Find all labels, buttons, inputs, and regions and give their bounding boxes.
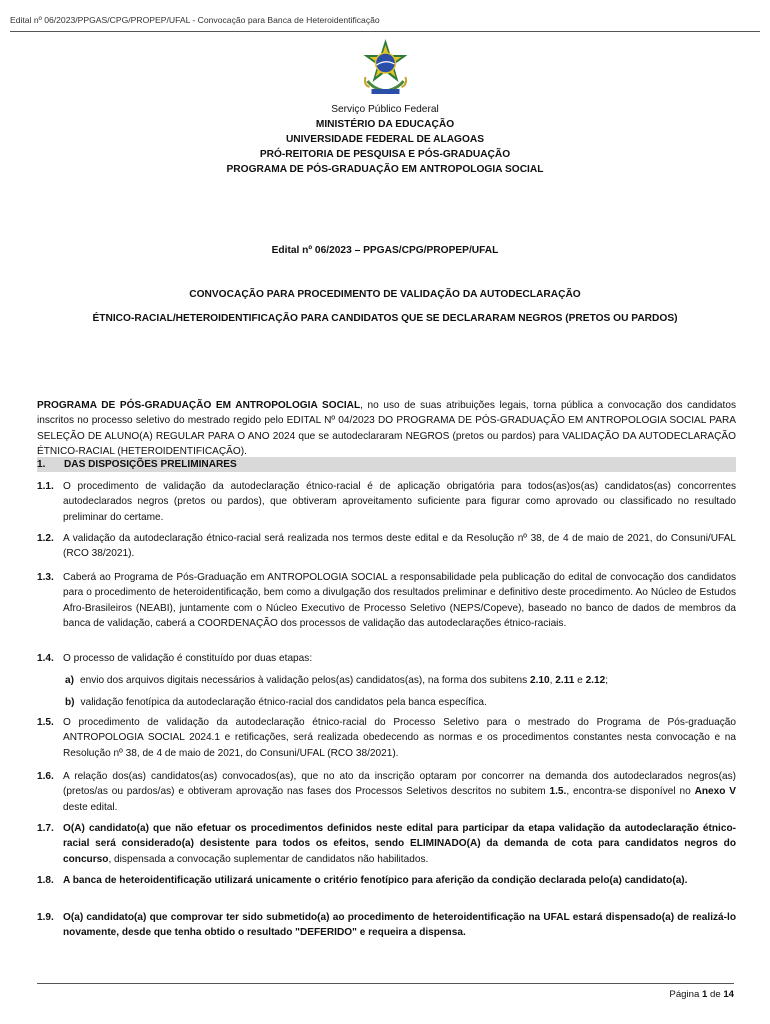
item-text: A validação da autodeclaração étnico-racial será realizada nos termos deste edital e da Resolução nº 38, de 4 de maio de 2021, do Consuni/UFAL (RCO 38/2021).	[63, 533, 736, 560]
item-text: O procedimento de validação da autodeclaração étnico-racial é de aplicação obrigatória para todos(as)os(as) candidatos(as) concorrentes autodeclarados negros (pretos ou pardos), que obtiveram aproveitamento suficiente para figurar como aprovado ou classificado no resultado preliminar do certame.	[63, 481, 736, 523]
section-title: DAS DISPOSIÇÕES PRELIMINARES	[64, 459, 237, 470]
item-text-bold: O(A) candidato(a) que não efetuar os procedimentos definidos neste edital para participar da etapa validação da autodeclaração étnico-racial será considerado(a) desistente para todos os efeitos, sendo ELIMINADO(A) da demanda de cota para candidatos negros do concurso	[63, 823, 736, 865]
item-1-7	[37, 821, 736, 867]
subject-line-1: CONVOCAÇÃO PARA PROCEDIMENTO DE VALIDAÇÃO DA AUTODECLARAÇÃO	[189, 289, 581, 300]
item-number: 1.3.	[37, 572, 54, 583]
subitem-letter: a)	[65, 675, 74, 686]
section-number: 1.	[37, 459, 46, 470]
edital-title: Edital nº 06/2023 – PPGAS/CPG/PROPEP/UFAL	[271, 245, 499, 256]
item-number: 1.2.	[37, 533, 54, 544]
item-text: O processo de validação é constituído por duas etapas:	[63, 653, 313, 664]
item-number: 1.5.	[37, 717, 54, 728]
item-1-5	[37, 715, 736, 761]
item-text: A banca de heteroidentificação utilizará unicamente o critério fenotípico para aferição da condição declarada pelo(a) candidato(a).	[63, 875, 688, 886]
item-1-2	[37, 531, 736, 562]
page-label: Página	[669, 989, 700, 1000]
coat-of-arms-icon	[355, 37, 416, 97]
item-text	[63, 769, 736, 815]
item-1-1	[37, 479, 736, 525]
item-text-part: , dispensada a convocação suplementar de candidatos não habilitados.	[108, 853, 429, 865]
item-text-part: deste edital.	[63, 801, 118, 813]
item-number: 1.7.	[37, 823, 54, 834]
total-pages: 14	[723, 989, 734, 1000]
subject-line-2: ÉTNICO-RACIAL/HETEROIDENTIFICAÇÃO PARA CANDIDATOS QUE SE DECLARARAM NEGROS (PRETOS OU PARDOS)	[92, 313, 678, 324]
item-number: 1.1.	[37, 481, 54, 492]
subitem-letter: b)	[65, 697, 75, 708]
item-number: 1.4.	[37, 653, 54, 664]
item-number: 1.8.	[37, 875, 54, 886]
item-number: 1.6.	[37, 771, 54, 782]
rectory-line: PRÓ-REITORIA DE PESQUISA E PÓS-GRADUAÇÃO	[259, 149, 511, 160]
item-1-6	[37, 769, 736, 815]
running-header: Edital nº 06/2023/PPGAS/CPG/PROPEP/UFAL - Convocação para Banca de Heteroidentificação	[10, 15, 380, 25]
subitem-ref: 2.10	[529, 675, 550, 686]
item-1-4	[37, 651, 736, 666]
subitem-ref: 2.11	[555, 675, 575, 686]
program-line: PROGRAMA DE PÓS-GRADUAÇÃO EM ANTROPOLOGIA SOCIAL	[226, 164, 544, 175]
page-of: de	[709, 989, 721, 1000]
intro-text: , no uso de suas atribuições legais, torna pública a convocação dos candidatos inscritos no processo seletivo do mestrado regido pelo EDITAL Nº 04/2023 DO PROGRAMA DE PÓS-GRADUAÇÃO EM ANTROPOLOGIA SOCIAL PARA SELEÇÃO DE ALUNO(A) REGULAR PARA O ANO 2024 que se autodeclararam NEGROS (pretos ou pardos) para VALIDAÇÃO DA AUTODECLARAÇÃO ÉTNICO-RACIAL (HETEROIDENTIFICAÇÃO).	[37, 400, 736, 458]
item-1-8	[37, 873, 736, 888]
intro-program-name: PROGRAMA DE PÓS-GRADUAÇÃO EM ANTROPOLOGIA SOCIAL	[37, 400, 361, 411]
header-divider	[10, 31, 760, 32]
item-text: Caberá ao Programa de Pós-Graduação em ANTROPOLOGIA SOCIAL a responsabilidade pela publicação do edital de convocação dos candidatos para o procedimento de heteroidentificação, bem como a divulgação dos resultados preliminar e definitivo deste procedimento. Ao Núcleo de Estudos Afro-Brasileiros (NEABI), juntamente com o Núcleo Executivo de Processo Seletivo (NEPS/Copeve), baseado no banco de dados de membros da banca de validação, caberá a COORDENAÇÃO dos processos de validação das autodeclarações étnico-raciais.	[63, 572, 736, 630]
item-1-3	[37, 570, 736, 632]
item-text-part: , encontra-se disponível no	[566, 786, 695, 798]
item-number: 1.9.	[37, 912, 54, 923]
item-text: O procedimento de validação da autodeclaração étnico-racial do Processo Seletivo para o mestrado do Programa de Pós-graduação ANTROPOLOGIA SOCIAL 2024.1 e retificações, será realizada obedecendo as normas e os procedimentos constantes nesta convocação e na Resolução nº 38, de 4 de maio de 2021, do Consuni/UFAL (RCO 38/2021).	[63, 717, 736, 759]
subitem-separator: e	[574, 675, 586, 686]
subitem-text: envio dos arquivos digitais necessários à validação pelos(as) candidatos(as), na forma dos subitens	[79, 675, 530, 686]
item-text	[63, 821, 736, 867]
subitem-separator: ,	[549, 675, 556, 686]
item-ref: 1.5.	[549, 786, 567, 798]
subitem-text: validação fenotípica da autodeclaração étnico-racial dos candidatos pela banca específica.	[80, 697, 487, 708]
item-text-part: A relação dos(as) candidatos(as) convocados(as), que no ato da inscrição optaram por concorrer na demanda dos autodeclarados negros(as) (pretos/as ou pardos/as) e obtiveram aprovação nas fases dos Processos Seletivos descritos no subitem	[63, 771, 736, 798]
service-line: Serviço Público Federal	[331, 104, 439, 115]
page-number	[669, 989, 734, 1000]
subitem-a	[65, 673, 736, 688]
subitem-text: ;	[605, 675, 609, 686]
footer-divider	[37, 983, 734, 984]
institution-block	[0, 102, 770, 177]
ministry-line: MINISTÉRIO DA EDUCAÇÃO	[315, 119, 455, 130]
item-1-9	[37, 910, 736, 941]
current-page: 1	[701, 989, 708, 1000]
intro-paragraph	[37, 398, 736, 460]
subitem-b	[65, 695, 736, 710]
subitem-ref: 2.12	[585, 675, 606, 686]
item-text: O(a) candidato(a) que comprovar ter sido submetido(a) ao procedimento de heteroidentificação na UFAL estará dispensado(a) de realizá-lo novamente, desde que tenha obtido o resultado "DEFERIDO" e requeira a dispensa.	[63, 912, 736, 939]
section-heading	[37, 457, 736, 472]
university-line: UNIVERSIDADE FEDERAL DE ALAGOAS	[285, 134, 485, 145]
annex-ref: Anexo V	[694, 786, 736, 798]
